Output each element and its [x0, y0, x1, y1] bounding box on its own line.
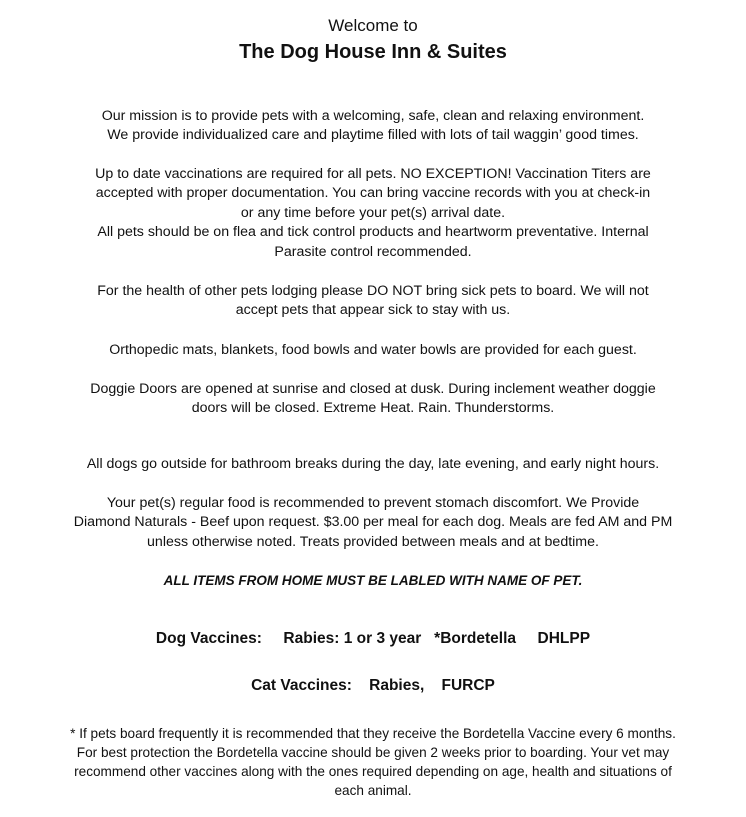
- text-line: Doggie Doors are opened at sunrise and closed at dusk. During inclement weather doggie: [90, 381, 656, 397]
- bathroom-breaks-paragraph: [0, 455, 746, 474]
- labeling-notice: ALL ITEMS FROM HOME MUST BE LABLED WITH NAME OF PET.: [163, 573, 583, 588]
- vaccination-paragraph: [0, 165, 746, 262]
- text-line: each animal.: [334, 783, 412, 798]
- text-line: All dogs go outside for bathroom breaks during the day, late evening, and early night hours.: [86, 456, 660, 472]
- text-line: Orthopedic mats, blankets, food bowls and water bowls are provided for each guest.: [109, 342, 637, 358]
- bordetella-footnote: [0, 724, 746, 800]
- text-line: unless otherwise noted. Treats provided between meals and at bedtime.: [147, 533, 599, 550]
- food-paragraph: [0, 494, 746, 552]
- doggie-doors-paragraph: [0, 380, 746, 419]
- health-paragraph: [0, 282, 746, 321]
- text-line: Your pet(s) regular food is recommended to prevent stomach discomfort. We Provide: [106, 495, 640, 511]
- text-line: or any time before your pet(s) arrival date.: [240, 204, 506, 221]
- text-line: accept pets that appear sick to stay with us.: [235, 302, 511, 319]
- text-line: recommend other vaccines along with the ones required depending on age, health and situations of: [74, 764, 672, 779]
- mission-paragraph: [0, 107, 746, 146]
- cat-vaccines-line: Cat Vaccines: Rabies, FURCP: [251, 677, 495, 694]
- welcome-heading: Welcome to: [328, 16, 418, 35]
- text-line: Our mission is to provide pets with a welcoming, safe, clean and relaxing environment.: [101, 108, 645, 124]
- text-line: * If pets board frequently it is recommended that they receive the Bordetella Vaccine every 6 months.: [70, 726, 676, 741]
- text-line: For best protection the Bordetella vaccine should be given 2 weeks prior to boarding. Your vet may: [76, 745, 670, 760]
- text-line: We provide individualized care and playtime filled with lots of tail waggin’ good times.: [107, 127, 639, 144]
- page-title: The Dog House Inn & Suites: [239, 41, 507, 63]
- provided-items-paragraph: [0, 341, 746, 360]
- text-line: All pets should be on flea and tick control products and heartworm preventative. Internal: [97, 224, 649, 241]
- text-line: Parasite control recommended.: [274, 243, 472, 260]
- text-line: doors will be closed. Extreme Heat. Rain. Thunderstorms.: [191, 400, 555, 417]
- text-line: Diamond Naturals - Beef upon request. $3.00 per meal for each dog. Meals are fed AM and PM: [73, 514, 673, 531]
- text-line: accepted with proper documentation. You can bring vaccine records with you at check-in: [95, 185, 651, 202]
- text-line: For the health of other pets lodging please DO NOT bring sick pets to board. We will not: [97, 283, 649, 299]
- text-line: Up to date vaccinations are required for all pets. NO EXCEPTION! Vaccination Titers are: [95, 166, 651, 182]
- dog-vaccines-line: Dog Vaccines: Rabies: 1 or 3 year *Bordetella DHLPP: [155, 630, 591, 647]
